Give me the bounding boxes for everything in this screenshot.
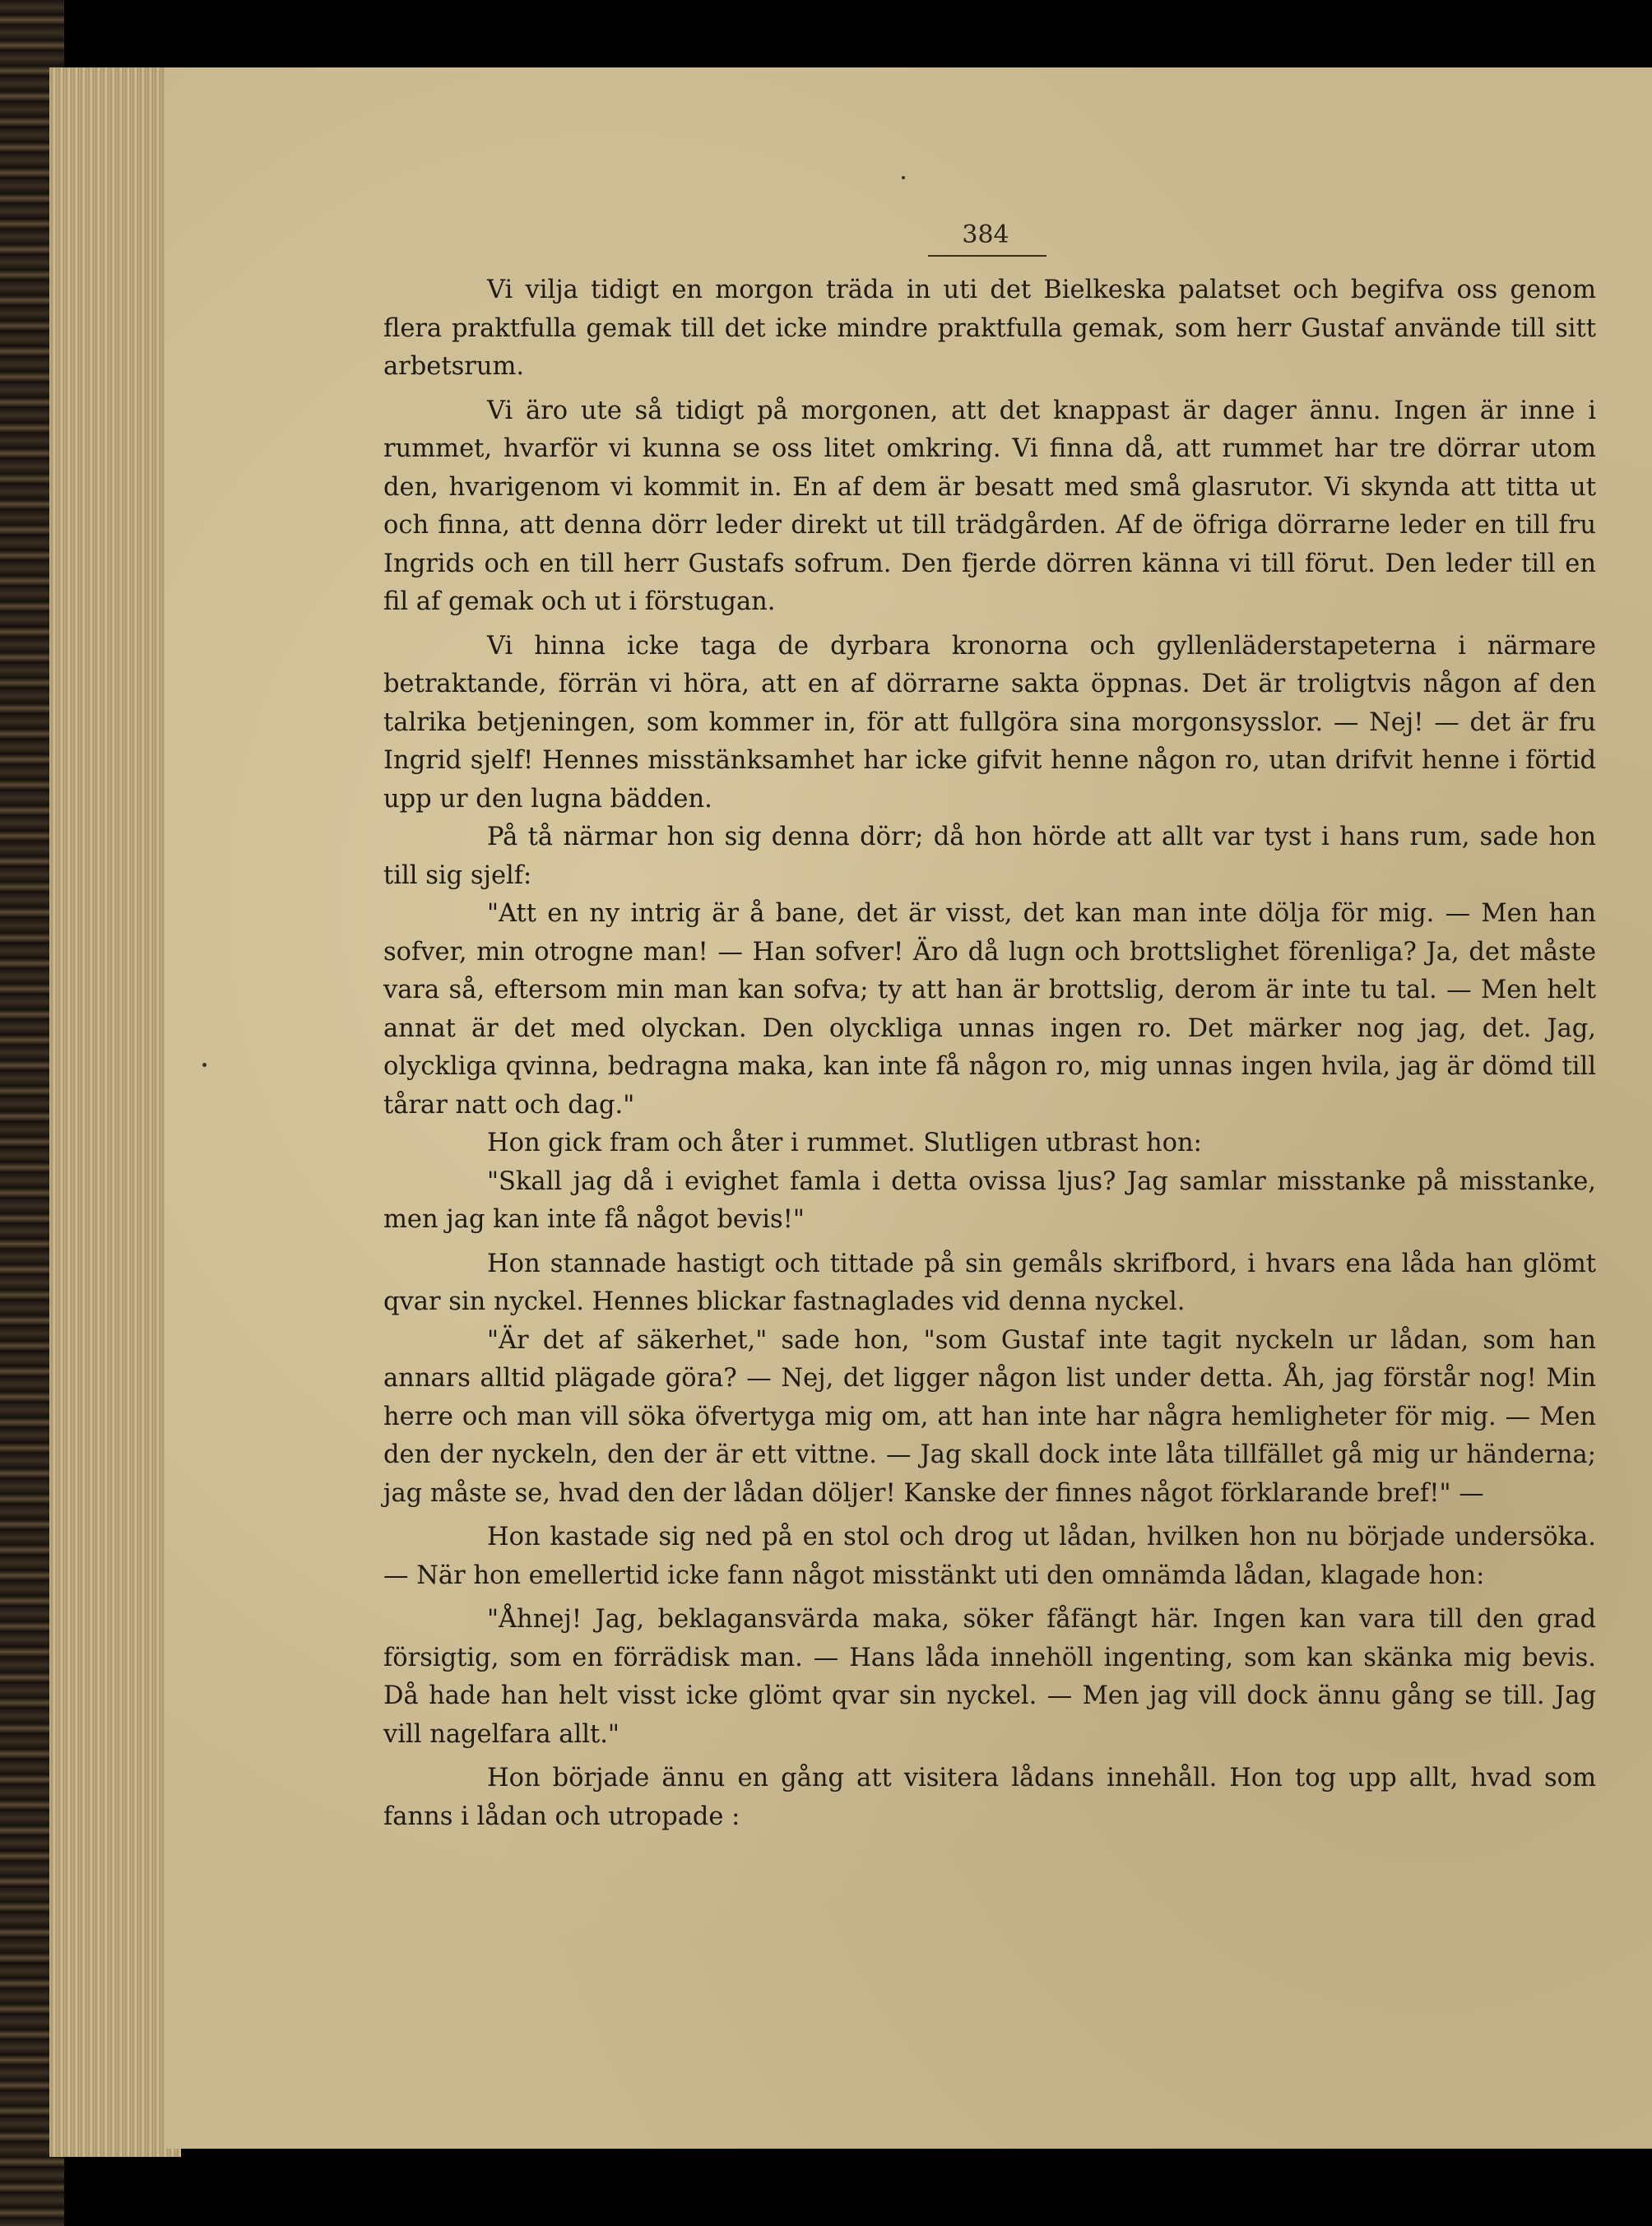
page-edges [49, 67, 181, 2157]
paragraph: Vi äro ute så tidigt på morgonen, att det knappast är dager ännu. Ingen är inne i rummet, hvarför vi kunna se oss litet omkring. Vi finna då, att rummet har tre dörrar utom den, hvarigenom vi kommit in. En af dem är besatt med små glasrutor. Vi skynda att titta ut och finna, att denna dörr leder direkt ut till trädgården. Af de öfriga dörrarne leder en till fru Ingrids och en till herr Gustafs sofrum. Den fjerde dörren känna vi till förut. Den leder till en fil af gemak och ut i förstugan. [383, 396, 1596, 616]
page-number: 384 [962, 220, 1009, 249]
paragraph: Vi hinna icke taga de dyrbara kronorna och gyllenläderstapeterna i närmare betraktande, förrän vi höra, att en af dörrarne sakta öppnas. Det är troligtvis någon af den talrika betjeningen, som kommer in, för att fullgöra sina morgonsysslor. — Nej! — det är fru Ingrid sjelf! Hennes misstänksamhet har icke gifvit henne någon ro, utan drifvit henne i förtid upp ur den lugna bädden. [383, 631, 1596, 814]
paragraph: Hon stannade hastigt och tittade på sin gemåls skrifbord, i hvars ena låda han glömt qvar sin nyckel. Hennes blickar fastnaglades vid denna nyckel. [383, 1249, 1596, 1316]
paragraph: "Åhnej! Jag, beklagansvärda maka, söker fåfängt här. Ingen kan vara till den grad försigtig, som en förrädisk man. — Hans låda innehöll ingenting, som kan skänka mig bevis. Då hade han helt visst icke glömt qvar sin nyckel. — Men jag vill dock ännu gång se till. Jag vill nagelfara allt." [383, 1605, 1596, 1749]
paragraph: På tå närmar hon sig denna dörr; då hon hörde att allt var tyst i hans rum, sade hon till sig sjelf: [383, 823, 1596, 890]
page-number-rule [928, 255, 1046, 257]
body-text [383, 271, 1596, 1842]
paragraph: Hon gick fram och åter i rummet. Slutligen utbrast hon: [487, 1129, 1202, 1157]
paragraph: Hon kastade sig ned på en stol och drog ut lådan, hvilken hon nu började undersöka. — När hon emellertid icke fann något misstänkt uti den omnämda lådan, klagade hon: [383, 1523, 1596, 1590]
paragraph: "Är det af säkerhet," sade hon, "som Gustaf inte tagit nyckeln ur lådan, som han annars alltid plägade göra? — Nej, det ligger någon list under detta. Åh, jag förstår nog! Min herre och man vill söka öfvertyga mig om, att han inte har några hemligheter för mig. — Men den der nyckeln, den der är ett vittne. — Jag skall dock inte låta tillfället gå mig ur händerna; jag måste se, hvad den der lådan döljer! Kanske der finnes något förklarande bref!" — [383, 1325, 1596, 1508]
page-speck [902, 176, 905, 179]
page-speck [202, 1063, 206, 1067]
paragraph: "Skall jag då i evighet famla i detta ovissa ljus? Jag samlar misstanke på misstanke, men jag kan inte få något bevis!" [383, 1166, 1596, 1234]
paragraph: Hon började ännu en gång att visitera lådans innehåll. Hon tog upp allt, hvad som fanns i lådan och utropade : [383, 1764, 1596, 1831]
paragraph: Vi vilja tidigt en morgon träda in uti det Bielkeska palatset och begifva oss genom flera praktfulla gemak till det icke mindre praktfulla gemak, som herr Gustaf använde till sitt arbetsrum. [383, 276, 1596, 381]
paragraph: "Att en ny intrig är å bane, det är visst, det kan man inte dölja för mig. — Men han sofver, min otrogne man! — Han sofver! Äro då lugn och brottslighet förenliga? Ja, det måste vara så, eftersom min man kan sofva; ty att han är brottslig, derom är inte tu tal. — Men helt annat är det med olyckan. Den olyckliga unnas ingen ro. Det märker nog jag, det. Jag, olyckliga qvinna, bedragna maka, kan inte få någon ro, mig unnas ingen hvila, jag är dömd till tårar natt och dag." [383, 899, 1596, 1120]
